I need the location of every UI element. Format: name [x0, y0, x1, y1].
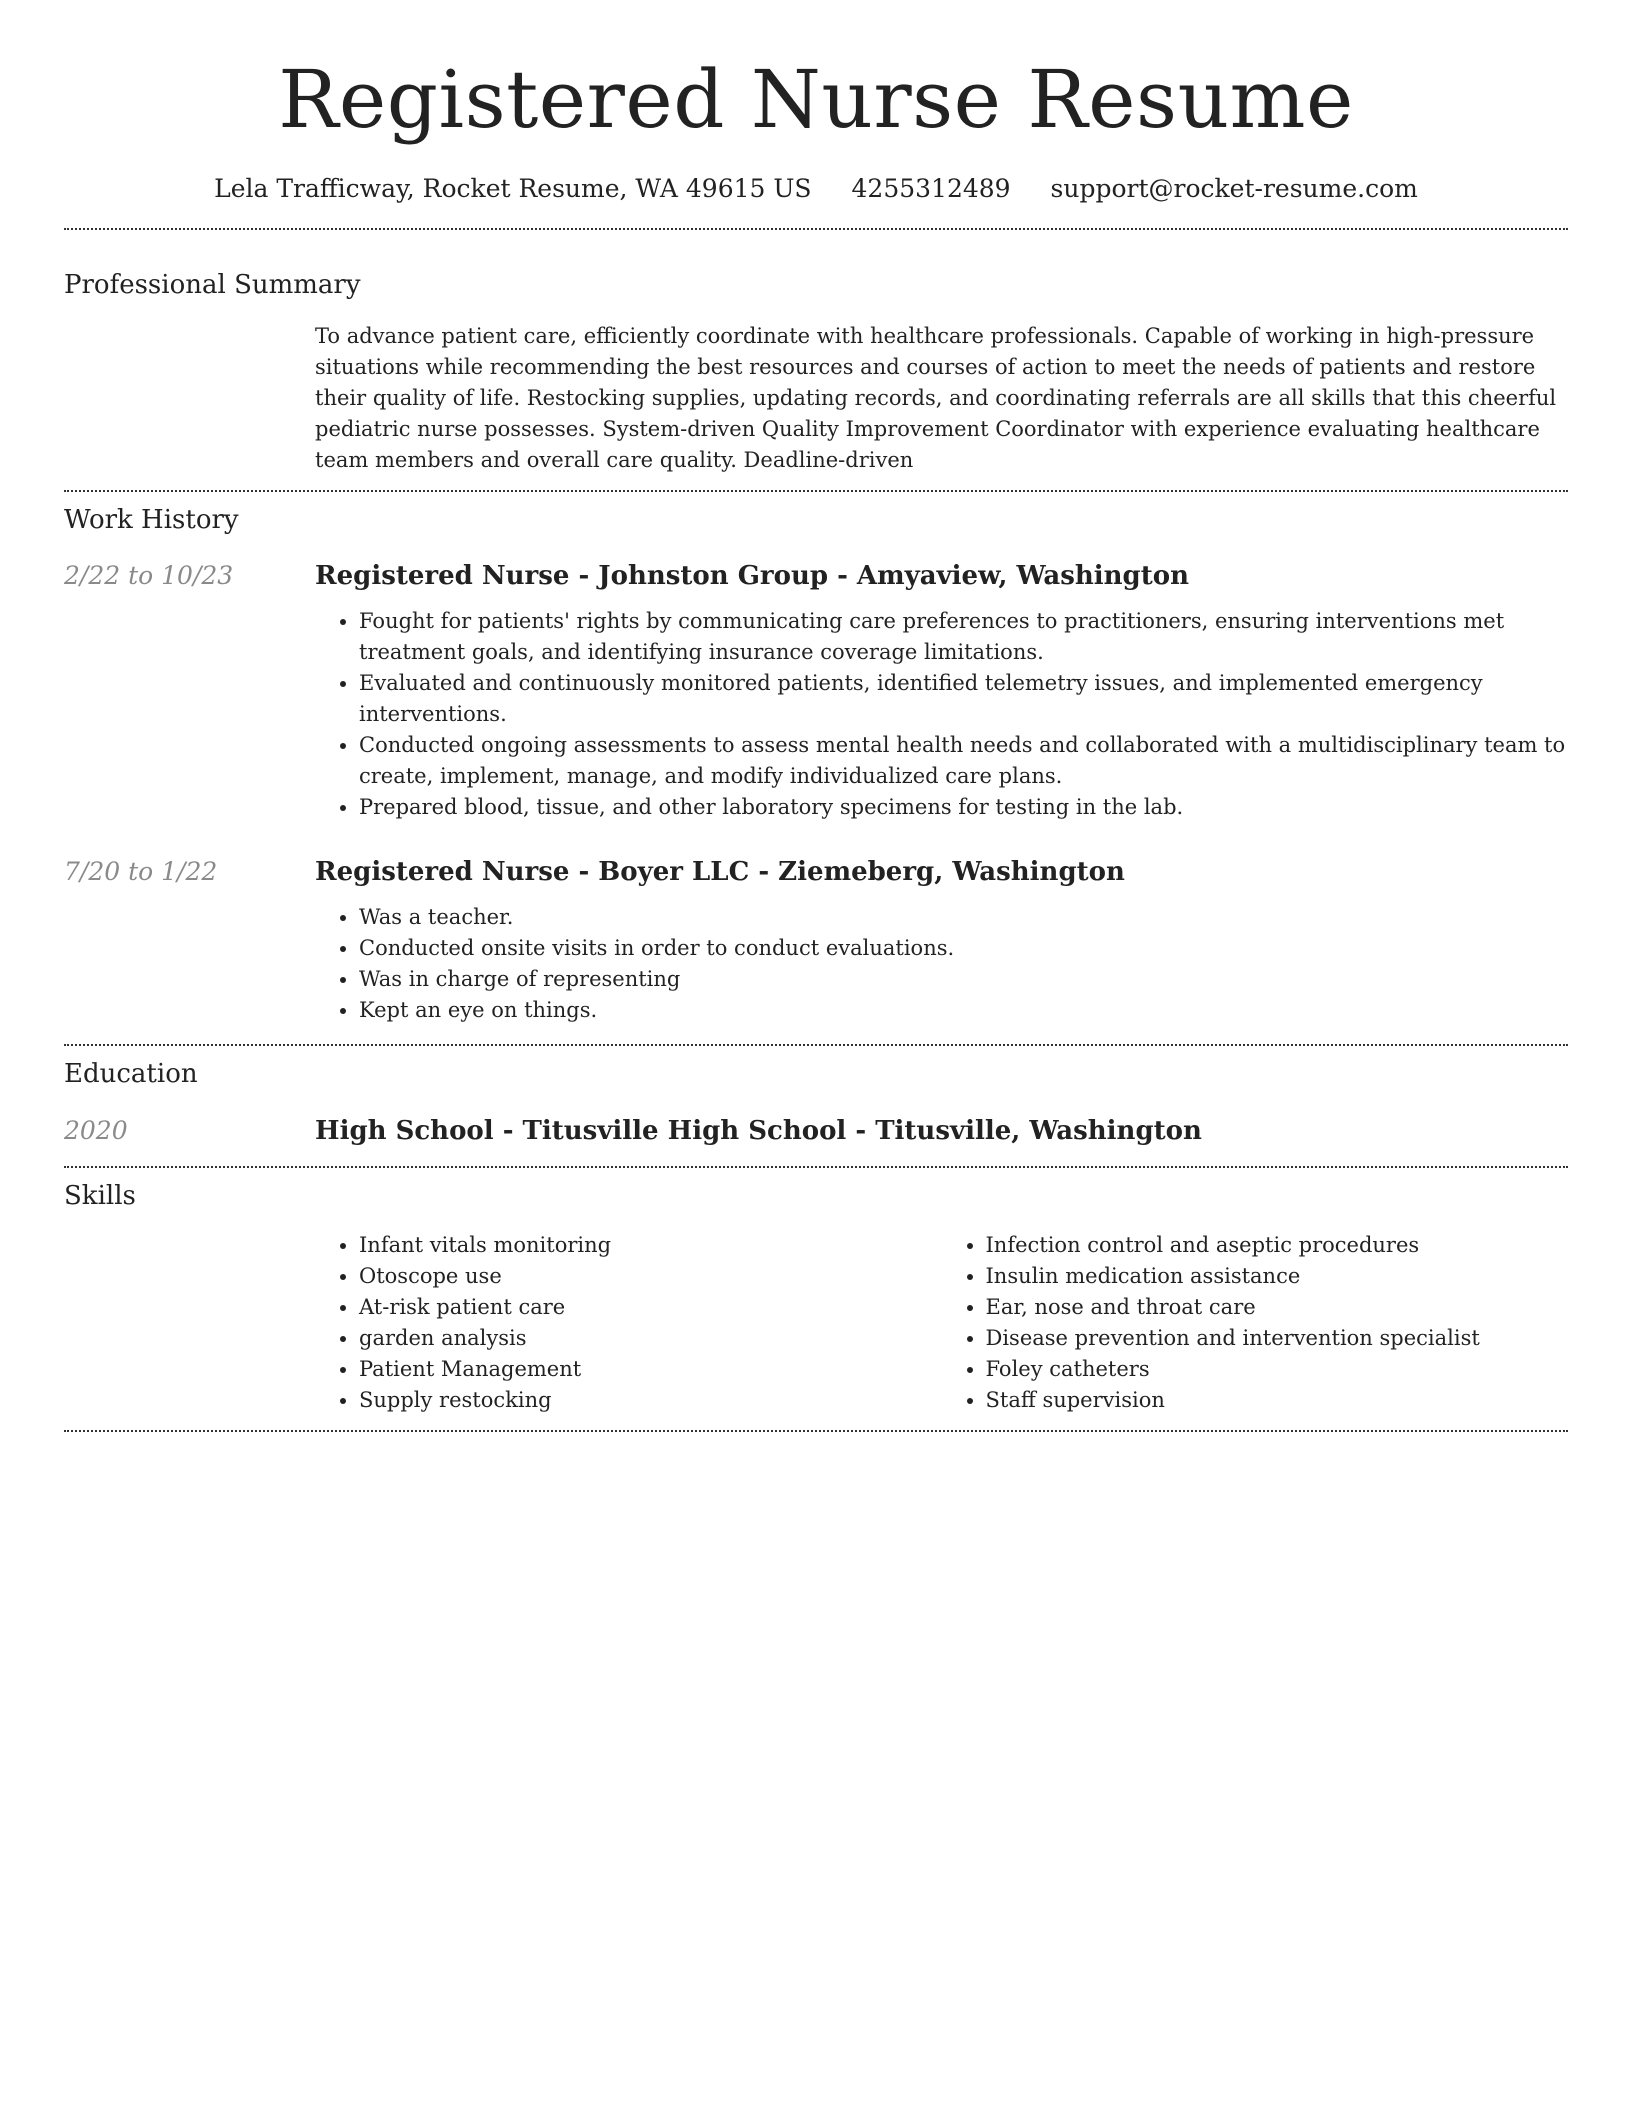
- list-item: • Conducted ongoing assessments to assess mental health needs and collaborated with a multidisciplinary team to create, implement, manage, and modify individualized care plans.: [359, 730, 1568, 792]
- education-entry: [64, 1114, 1568, 1148]
- skills-grid: [315, 1230, 1568, 1416]
- list-item: • Fought for patients' rights by communicating care preferences to practitioners, ensuring interventions met treatment goals, and identifying insurance coverage limitations.: [359, 606, 1568, 668]
- job-bullets: [315, 902, 1568, 1026]
- skills-section: [64, 1168, 1568, 1416]
- job-entry: [64, 855, 1568, 1026]
- list-item: • Infection control and aseptic procedures: [986, 1230, 1569, 1261]
- list-item: • Staff supervision: [986, 1385, 1569, 1416]
- education-year: 2020: [64, 1116, 128, 1145]
- work-history-section: [64, 492, 1568, 1026]
- list-item: • Foley catheters: [986, 1354, 1569, 1385]
- list-item: • Kept an eye on things.: [359, 995, 1568, 1026]
- skills-heading: Skills: [64, 1181, 136, 1211]
- list-item: • Ear, nose and throat care: [986, 1292, 1569, 1323]
- list-item: • Disease prevention and intervention specialist: [986, 1323, 1569, 1354]
- summary-text: To advance patient care, efficiently coordinate with healthcare professionals. Capable of working in high-pressure situations while recommending the best resources and courses of action to meet the needs of patients and restore their quality of life. Restocking supplies, updating records, and coordinating referrals are all skills that this cheerful pediatric nurse possesses. System-driven Quality Improvement Coordinator with experience evaluating healthcare team members and overall care quality. Deadline-driven: [315, 324, 1557, 472]
- contact-phone: 4255312489: [851, 174, 1011, 203]
- resume-title: Registered Nurse Resume: [278, 53, 1354, 146]
- education-heading: Education: [64, 1059, 198, 1089]
- divider: [64, 1430, 1568, 1432]
- resume-header: [64, 0, 1568, 206]
- list-item: • Insulin medication assistance: [986, 1261, 1569, 1292]
- summary-spacer: [64, 321, 315, 476]
- list-item: • At-risk patient care: [359, 1292, 942, 1323]
- job-bullets: [315, 606, 1568, 823]
- education-section: [64, 1046, 1568, 1148]
- list-item: • Was in charge of representing: [359, 964, 1568, 995]
- job-dates: 7/20 to 1/22: [64, 857, 218, 886]
- summary-heading: Professional Summary: [64, 270, 361, 300]
- contact-email: support@rocket-resume.com: [1050, 174, 1418, 203]
- contact-line: [64, 172, 1568, 206]
- job-title: Registered Nurse - Johnston Group - Amyaview, Washington: [315, 561, 1189, 591]
- list-item: • Prepared blood, tissue, and other laboratory specimens for testing in the lab.: [359, 792, 1568, 823]
- list-item: • Otoscope use: [359, 1261, 942, 1292]
- skills-list-left: [315, 1230, 942, 1416]
- work-history-heading: Work History: [64, 505, 239, 535]
- skills-list-right: [942, 1230, 1569, 1416]
- list-item: • Conducted onsite visits in order to conduct evaluations.: [359, 933, 1568, 964]
- job-dates: 2/22 to 10/23: [64, 561, 234, 590]
- list-item: • Patient Management: [359, 1354, 942, 1385]
- summary-section: [64, 230, 1568, 476]
- contact-address: Lela Trafficway, Rocket Resume, WA 49615 US: [214, 174, 812, 203]
- list-item: • Was a teacher.: [359, 902, 1568, 933]
- list-item: • Evaluated and continuously monitored patients, identified telemetry issues, and implemented emergency interventions.: [359, 668, 1568, 730]
- list-item: • garden analysis: [359, 1323, 942, 1354]
- job-title: Registered Nurse - Boyer LLC - Ziemeberg, Washington: [315, 857, 1125, 887]
- list-item: • Supply restocking: [359, 1385, 942, 1416]
- job-entry: [64, 559, 1568, 823]
- skills-spacer: [64, 1230, 315, 1416]
- education-title: High School - Titusville High School - Titusville, Washington: [315, 1116, 1202, 1146]
- list-item: • Infant vitals monitoring: [359, 1230, 942, 1261]
